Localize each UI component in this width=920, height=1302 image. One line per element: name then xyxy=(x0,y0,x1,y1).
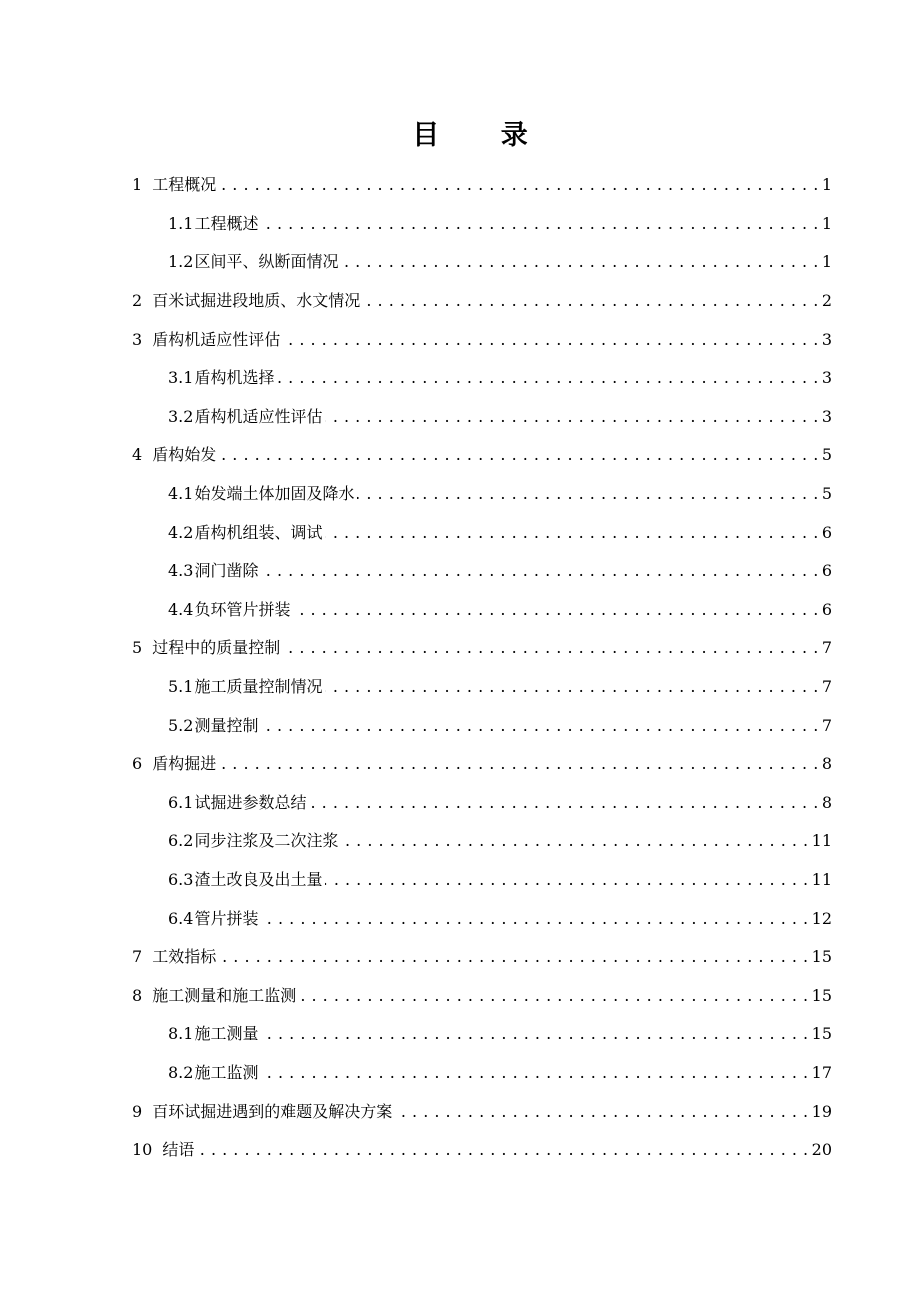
toc-entry-number: 5 xyxy=(132,638,143,658)
toc-entry-number: 4.4 xyxy=(168,599,194,619)
toc-leader-dots xyxy=(197,1140,808,1160)
toc-entry-title: 盾构机选择 xyxy=(194,368,275,388)
toc-entry[interactable] xyxy=(0,436,920,475)
toc-entry-number: 8.2 xyxy=(168,1062,194,1082)
toc-leader-dots xyxy=(261,214,818,234)
toc-leader-dots xyxy=(277,368,818,388)
toc-entry-page: 5 xyxy=(821,445,832,465)
toc-entry[interactable] xyxy=(0,359,920,398)
toc-entry-title: 同步注浆及二次注浆 xyxy=(194,831,339,851)
toc-entry-page: 11 xyxy=(811,869,832,889)
toc-entry-title: 管片拼装 xyxy=(194,908,259,928)
toc-entry-number: 6.3 xyxy=(168,869,194,889)
toc-entry-page: 19 xyxy=(811,1101,832,1121)
toc-entry-page: 15 xyxy=(811,947,832,967)
toc-entry-page: 6 xyxy=(821,599,832,619)
toc-entry-number: 6 xyxy=(132,754,143,774)
toc-entry-page: 7 xyxy=(821,715,832,735)
toc-entry-title: 始发端土体加固及降水 xyxy=(194,484,355,504)
toc-entry-number: 10 xyxy=(132,1140,153,1160)
toc-entry[interactable] xyxy=(0,552,920,591)
toc-entry[interactable] xyxy=(0,1131,920,1170)
toc-entry-title: 盾构机适应性评估 xyxy=(152,329,281,349)
toc-entry-number: 2 xyxy=(132,291,143,311)
toc-entry-title: 盾构始发 xyxy=(152,445,217,465)
toc-entry[interactable] xyxy=(0,938,920,977)
toc-entry-title: 结语 xyxy=(162,1140,195,1160)
toc-leader-dots xyxy=(261,561,818,581)
toc-entry-page: 12 xyxy=(811,908,832,928)
toc-entry[interactable] xyxy=(0,513,920,552)
toc-entry[interactable] xyxy=(0,282,920,321)
toc-entry-title: 盾构掘进 xyxy=(152,754,217,774)
toc-entry-title: 百米试掘进段地质、水文情况 xyxy=(152,291,361,311)
toc-entry-title: 施工测量和施工监测 xyxy=(152,985,297,1005)
toc-entry[interactable] xyxy=(0,784,920,823)
toc-entry-title: 渣土改良及出土量 xyxy=(194,869,323,889)
toc-entry-number: 1 xyxy=(132,175,143,195)
toc-entry-number: 6.4 xyxy=(168,908,194,928)
toc-entry[interactable] xyxy=(0,166,920,205)
toc-entry-page: 8 xyxy=(821,754,832,774)
toc-entry-page: 1 xyxy=(821,175,832,195)
toc-entry-page: 1 xyxy=(821,252,832,272)
toc-entry-title: 工程概况 xyxy=(152,175,217,195)
toc-entry-title: 区间平、纵断面情况 xyxy=(194,252,339,272)
toc-entry-page: 6 xyxy=(821,522,832,542)
toc-entry[interactable] xyxy=(0,591,920,630)
toc-leader-dots xyxy=(325,677,818,697)
toc-entry-page: 8 xyxy=(821,792,832,812)
toc-entry-page: 20 xyxy=(811,1140,832,1160)
toc-entry-title: 洞门凿除 xyxy=(194,561,259,581)
toc-entry[interactable] xyxy=(0,1092,920,1131)
toc-entry-page: 15 xyxy=(811,985,832,1005)
toc-entry-number: 6.2 xyxy=(168,831,194,851)
toc-entry[interactable] xyxy=(0,398,920,437)
toc-leader-dots xyxy=(219,754,819,774)
toc-entry-page: 17 xyxy=(811,1062,832,1082)
toc-leader-dots xyxy=(283,330,819,350)
toc-entry[interactable] xyxy=(0,976,920,1015)
toc-entry-title: 负环管片拼装 xyxy=(194,599,291,619)
toc-entry-number: 9 xyxy=(132,1101,143,1121)
toc-entry-title: 施工质量控制情况 xyxy=(194,677,323,697)
toc-entry-page: 3 xyxy=(821,368,832,388)
toc-entry-title: 施工测量 xyxy=(194,1024,259,1044)
toc-leader-dots xyxy=(341,831,808,851)
toc-entry[interactable] xyxy=(0,475,920,514)
toc-leader-dots xyxy=(299,986,808,1006)
toc-leader-dots xyxy=(261,716,818,736)
toc-entry-title: 工程概述 xyxy=(194,213,259,233)
toc-leader-dots xyxy=(325,523,818,543)
toc-entry[interactable] xyxy=(0,822,920,861)
toc-entry-page: 7 xyxy=(821,677,832,697)
toc-entry-title: 工效指标 xyxy=(152,947,217,967)
toc-entry-title: 施工监测 xyxy=(194,1062,259,1082)
toc-entry-page: 6 xyxy=(821,561,832,581)
toc-entry-number: 8.1 xyxy=(168,1024,194,1044)
toc-entry-number: 6.1 xyxy=(168,792,194,812)
toc-entry-page: 2 xyxy=(821,291,832,311)
toc-entry-title: 试掘进参数总结 xyxy=(194,792,307,812)
toc-entry-number: 5.2 xyxy=(168,715,194,735)
toc-title: 目 录 xyxy=(412,120,554,151)
toc-entry[interactable] xyxy=(0,668,920,707)
toc-entry-page: 3 xyxy=(821,329,832,349)
toc-leader-dots xyxy=(261,1024,808,1044)
toc-entry-title: 过程中的质量控制 xyxy=(152,638,281,658)
toc-entry-title: 盾构机适应性评估 xyxy=(194,406,323,426)
toc-entry-page: 5 xyxy=(821,484,832,504)
toc-entry[interactable] xyxy=(0,320,920,359)
toc-entry[interactable] xyxy=(0,1054,920,1093)
toc-entry-page: 11 xyxy=(811,831,832,851)
toc-leader-dots xyxy=(357,484,818,504)
toc-entry-number: 8 xyxy=(132,985,143,1005)
toc-leader-dots xyxy=(309,793,818,813)
toc-entry-title: 盾构机组装、调试 xyxy=(194,522,323,542)
toc-entry-number: 4.1 xyxy=(168,484,194,504)
toc-leader-dots xyxy=(261,1063,808,1083)
toc-entry[interactable] xyxy=(0,205,920,244)
toc-entry-page: 3 xyxy=(821,406,832,426)
toc-leader-dots xyxy=(283,638,819,658)
toc-leader-dots xyxy=(325,407,818,427)
toc-entry-number: 3.1 xyxy=(168,368,194,388)
toc-entry[interactable] xyxy=(0,745,920,784)
toc-entry-number: 1.1 xyxy=(168,213,194,233)
toc-entry-page: 7 xyxy=(821,638,832,658)
toc-entry-number: 4.2 xyxy=(168,522,194,542)
toc-leader-dots xyxy=(363,291,819,311)
toc-leader-dots xyxy=(395,1102,808,1122)
toc-entry[interactable] xyxy=(0,899,920,938)
toc-entry-page: 1 xyxy=(821,213,832,233)
toc-entry-number: 4.3 xyxy=(168,561,194,581)
toc-entry-page: 15 xyxy=(811,1024,832,1044)
toc-entry-number: 1.2 xyxy=(168,252,194,272)
toc-entry-number: 3 xyxy=(132,329,143,349)
toc-leader-dots xyxy=(219,947,808,967)
toc-entry-number: 3.2 xyxy=(168,406,194,426)
toc-leader-dots xyxy=(219,175,819,195)
toc-entry[interactable] xyxy=(0,1015,920,1054)
toc-list xyxy=(0,166,920,1169)
toc-leader-dots xyxy=(219,445,819,465)
toc-entry-title: 测量控制 xyxy=(194,715,259,735)
toc-entry-number: 5.1 xyxy=(168,677,194,697)
toc-leader-dots xyxy=(325,870,808,890)
toc-leader-dots xyxy=(293,600,818,620)
toc-entry-number: 4 xyxy=(132,445,143,465)
toc-leader-dots xyxy=(261,909,808,929)
toc-entry[interactable] xyxy=(0,629,920,668)
toc-entry-title: 百环试掘进遇到的难题及解决方案 xyxy=(152,1101,393,1121)
toc-leader-dots xyxy=(341,252,818,272)
toc-entry-number: 7 xyxy=(132,947,143,967)
toc-entry[interactable] xyxy=(0,243,920,282)
toc-entry[interactable] xyxy=(0,706,920,745)
toc-entry[interactable] xyxy=(0,861,920,900)
